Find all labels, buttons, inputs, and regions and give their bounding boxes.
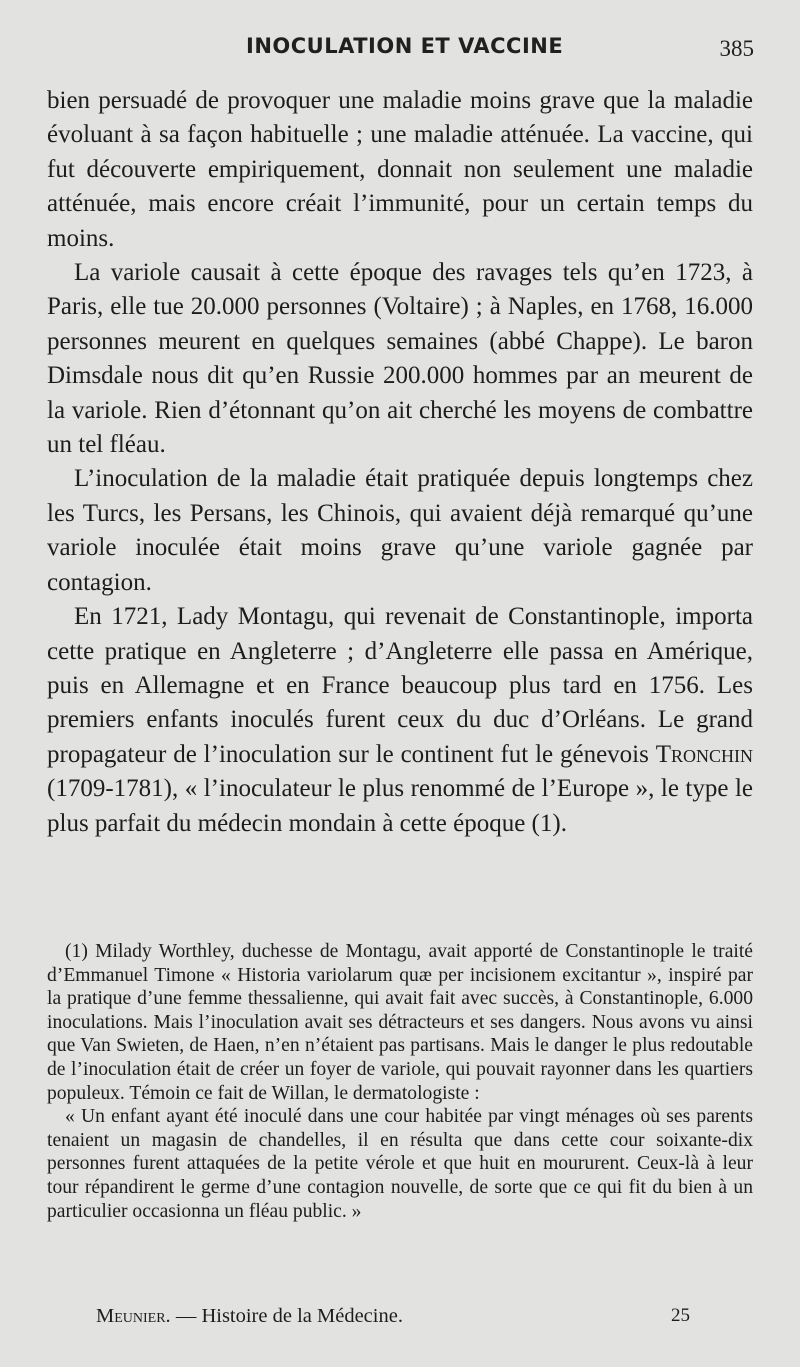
running-title: INOCULATION ET VACCINE — [246, 34, 564, 58]
footnote-quote: « Un enfant ayant été inoculé dans une cour habitée par vingt ménages où ses parents tenaient un magasin de chandelles, il en résulta que dans cette cour soixante-dix personnes furent attaquées de la petite vérole et que huit en moururent. Ceux-là à leur tour répandirent le germe d’une contagion nouvelle, de sorte que ce qui fit du bien à un particulier occasionna un fléau public. » — [47, 1106, 753, 1222]
page-number: 385 — [719, 36, 754, 61]
paragraph-inoculation-origins: L’inoculation de la maladie était pratiquée depuis longtemps chez les Turcs, les Persans, les Chinois, qui avaient déjà remarqué qu’une variole inoculée était moins grave qu’une variole gagnée par contagion. — [47, 465, 753, 596]
footer-reference — [96, 1305, 403, 1328]
p4-text-before: En 1721, Lady Montagu, qui revenait de Constantinople, importa cette pratique en Angleterre ; d’Angleterre elle passa en Amérique, puis en Allemagne et en France beaucoup plus tard en 1756. Les premiers enfants inoculés furent ceux du duc d’Orléans. Le grand propagateur de l’inoculation sur le continent fut le génevois — [47, 603, 753, 768]
body-text — [47, 84, 753, 841]
page-footer — [0, 1305, 800, 1335]
paragraph-variole-ravages: La variole causait à cette époque des ravages tels qu’en 1723, à Paris, elle tue 20.000 personnes (Voltaire) ; à Naples, en 1768, 16.000 personnes meurent en quelques semaines (abbé Chappe). Le baron Dimsdale nous dit qu’en Russie 200.000 hommes par an meurent de la variole. Rien d’étonnant qu’on ait cherché les moyens de combattre un tel fléau. — [47, 259, 753, 459]
page-header — [0, 34, 800, 66]
footnote-1: (1) Milady Worthley, duchesse de Montagu, avait apporté de Constantinople le traité d’Emmanuel Timone « Historia variolarum quæ per incisionem excitantur », inspiré par la pratique d’une femme thessalienne, qui avait fait avec succès, à Constantinople, 6.000 inoculations. Mais l’inoculation avait ses détracteurs et ses dangers. Nous avons vu ainsi que Van Swieten, de Haen, n’en n’étaient pas partisans. Mais le danger le plus redoutable de l’inoculation était de créer un foyer de variole, qui pouvait rayonner dans les quartiers populeux. Témoin ce fait de Willan, le dermatologiste : — [47, 941, 753, 1104]
paragraph-continuation: bien persuadé de provoquer une maladie moins grave que la maladie évoluant à sa façon habituelle ; une maladie atténuée. La vaccine, qui fut découverte empiriquement, donnait non seulement une maladie atténuée, mais encore créait l’immunité, pour un certain temps du moins. — [47, 87, 753, 252]
footer-book-title: Histoire de la Médecine. — [201, 1305, 403, 1327]
p4-text-after: (1709-1781), « l’inoculateur le plus renommé de l’Europe », le type le plus parfait du médecin mondain à cette époque (1). — [47, 775, 753, 837]
footer-author: Meunier. — [96, 1305, 171, 1327]
printer-signature: 25 — [671, 1305, 690, 1326]
paragraph-lady-montagu — [47, 600, 753, 841]
footer-dash: — — [170, 1305, 202, 1327]
person-name-tronchin: Tronchin — [655, 740, 753, 768]
footnotes — [47, 940, 753, 1223]
